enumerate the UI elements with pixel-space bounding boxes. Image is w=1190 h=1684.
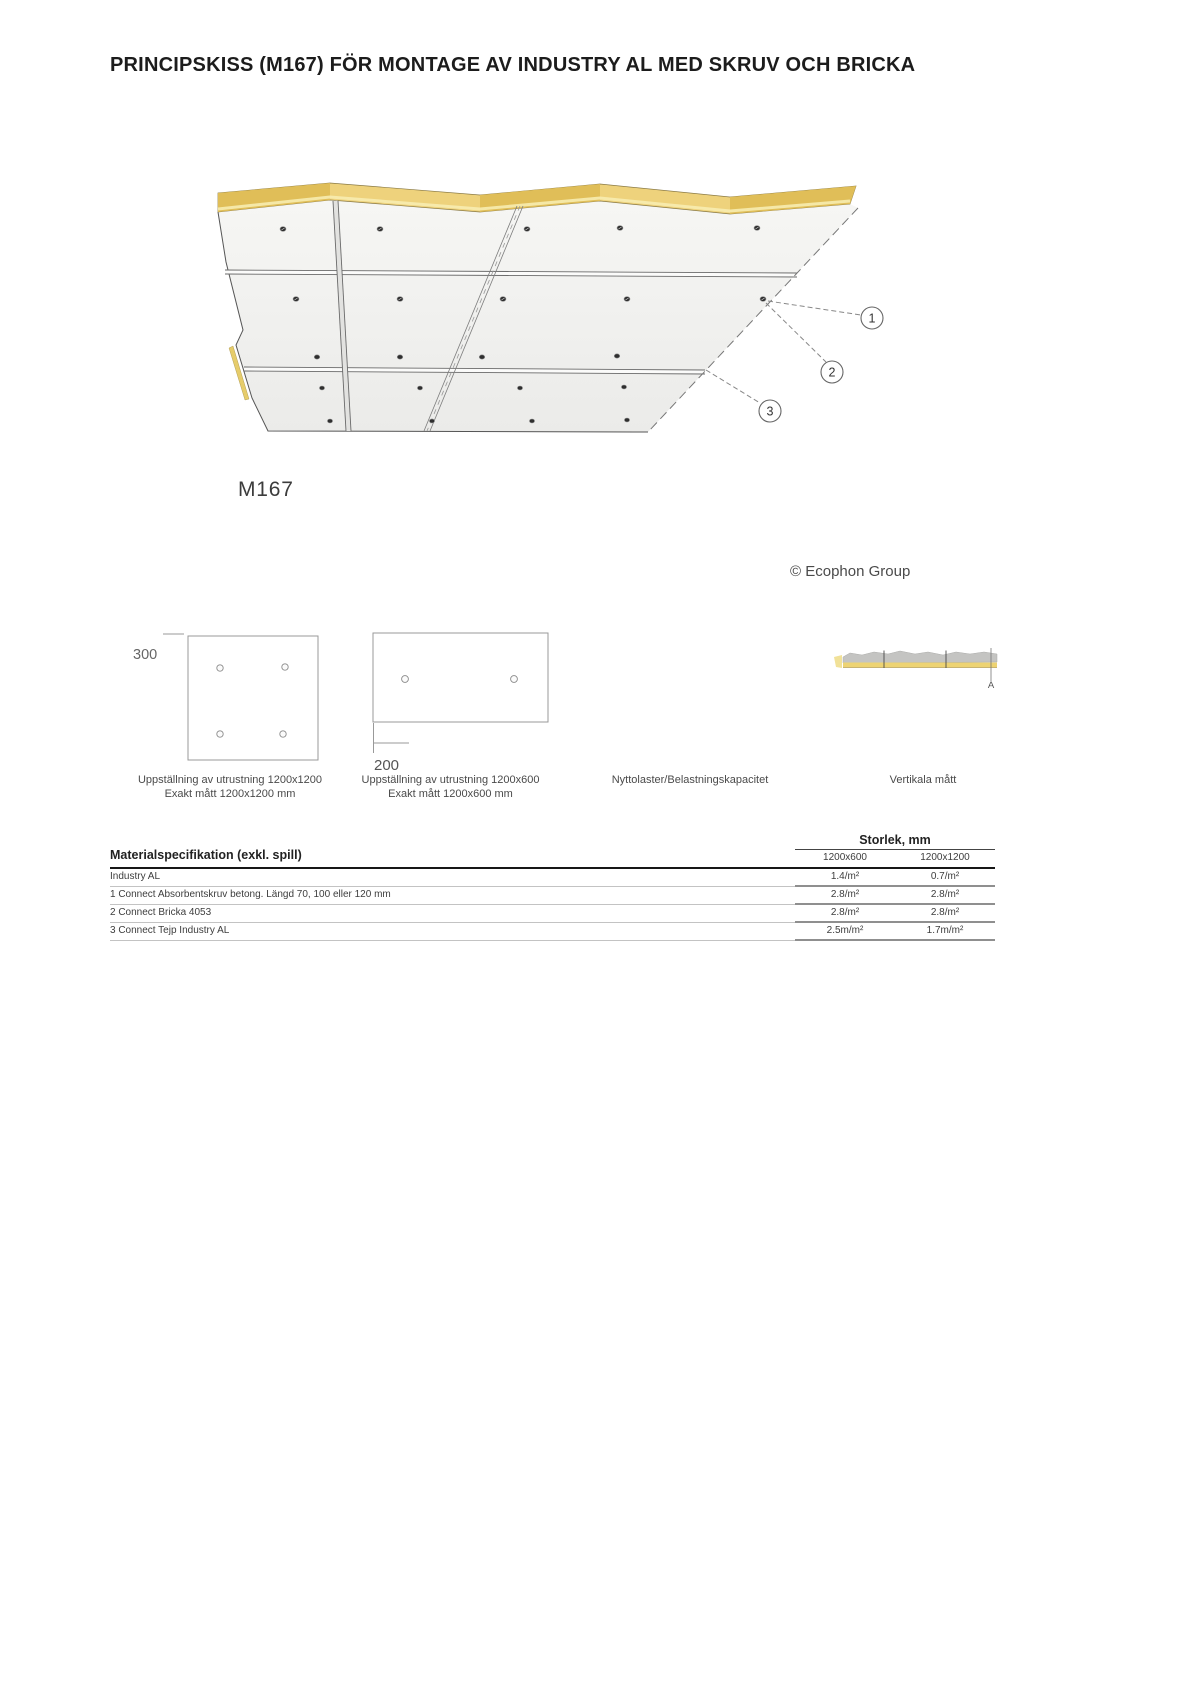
- figure-vertical-section: [830, 638, 1005, 696]
- callout-2: [821, 361, 843, 383]
- callout-2-label: 2: [828, 365, 836, 380]
- caption-line: Exakt mått 1200x1200 mm: [164, 788, 296, 800]
- dimension-label-a: A: [987, 680, 995, 691]
- drawing-code: M167: [238, 478, 294, 501]
- row-value: 2.8/m²: [895, 905, 995, 923]
- callout-1-label: 1: [868, 311, 876, 326]
- column-header-1200x1200: 1200x1200: [920, 852, 970, 863]
- figure-layout-1200x1200: [120, 625, 330, 770]
- panel-layer: [843, 663, 997, 668]
- row-value: 1.4/m²: [795, 869, 895, 887]
- size-header: Storlek, mm: [795, 833, 995, 850]
- table-header: [110, 831, 995, 869]
- row-value: 0.7/m²: [895, 869, 995, 887]
- concrete-soffit: [843, 651, 997, 663]
- caption-layout-1200x1200: [115, 773, 345, 801]
- callout-3-label: 3: [766, 404, 774, 419]
- dimension-label-300: 300: [133, 647, 158, 663]
- row-value: 1.7m/m²: [895, 923, 995, 941]
- callout-1: [861, 307, 883, 329]
- ceiling-isometric-diagram: [200, 160, 910, 460]
- column-header-1200x600: 1200x600: [823, 852, 867, 863]
- insulation-edge: [834, 655, 842, 668]
- table-row: [110, 887, 995, 905]
- row-value: 2.8/m²: [795, 905, 895, 923]
- caption-line: Uppställning av utrustning 1200x1200: [137, 774, 323, 786]
- caption-line: Vertikala mått: [889, 774, 957, 786]
- caption-layout-1200x600: [338, 773, 563, 801]
- caption-vertical-dims: [848, 773, 998, 787]
- dimension-label-200: 200: [374, 757, 400, 774]
- row-label: 3 Connect Tejp Industry AL: [110, 923, 795, 941]
- row-label: 1 Connect Absorbentskruv betong. Längd 70, 100 eller 120 mm: [110, 887, 795, 905]
- caption-loads: [580, 773, 800, 787]
- page-title: PRINCIPSKISS (M167) FÖR MONTAGE AV INDUSTRY AL MED SKRUV OCH BRICKA: [110, 54, 916, 76]
- row-value: 2.8/m²: [895, 887, 995, 905]
- table-row: [110, 923, 995, 941]
- caption-line: Uppställning av utrustning 1200x600: [361, 774, 540, 786]
- copyright: © Ecophon Group: [790, 563, 911, 580]
- row-value: 2.8/m²: [795, 887, 895, 905]
- figure-layout-1200x600: [345, 625, 560, 780]
- ceiling-panels: [218, 200, 858, 432]
- table-title: Materialspecifikation (exkl. spill): [110, 848, 302, 862]
- table-row: [110, 905, 995, 923]
- row-label: 2 Connect Bricka 4053: [110, 905, 795, 923]
- row-value: 2.5m/m²: [795, 923, 895, 941]
- callout-3: [759, 400, 781, 422]
- row-label: Industry AL: [110, 869, 795, 887]
- material-spec-table: [110, 831, 995, 941]
- caption-line: Nyttolaster/Belastningskapacitet: [611, 774, 769, 786]
- caption-line: Exakt mått 1200x600 mm: [388, 788, 513, 800]
- size-header-block: [795, 833, 995, 863]
- table-row: [110, 869, 995, 887]
